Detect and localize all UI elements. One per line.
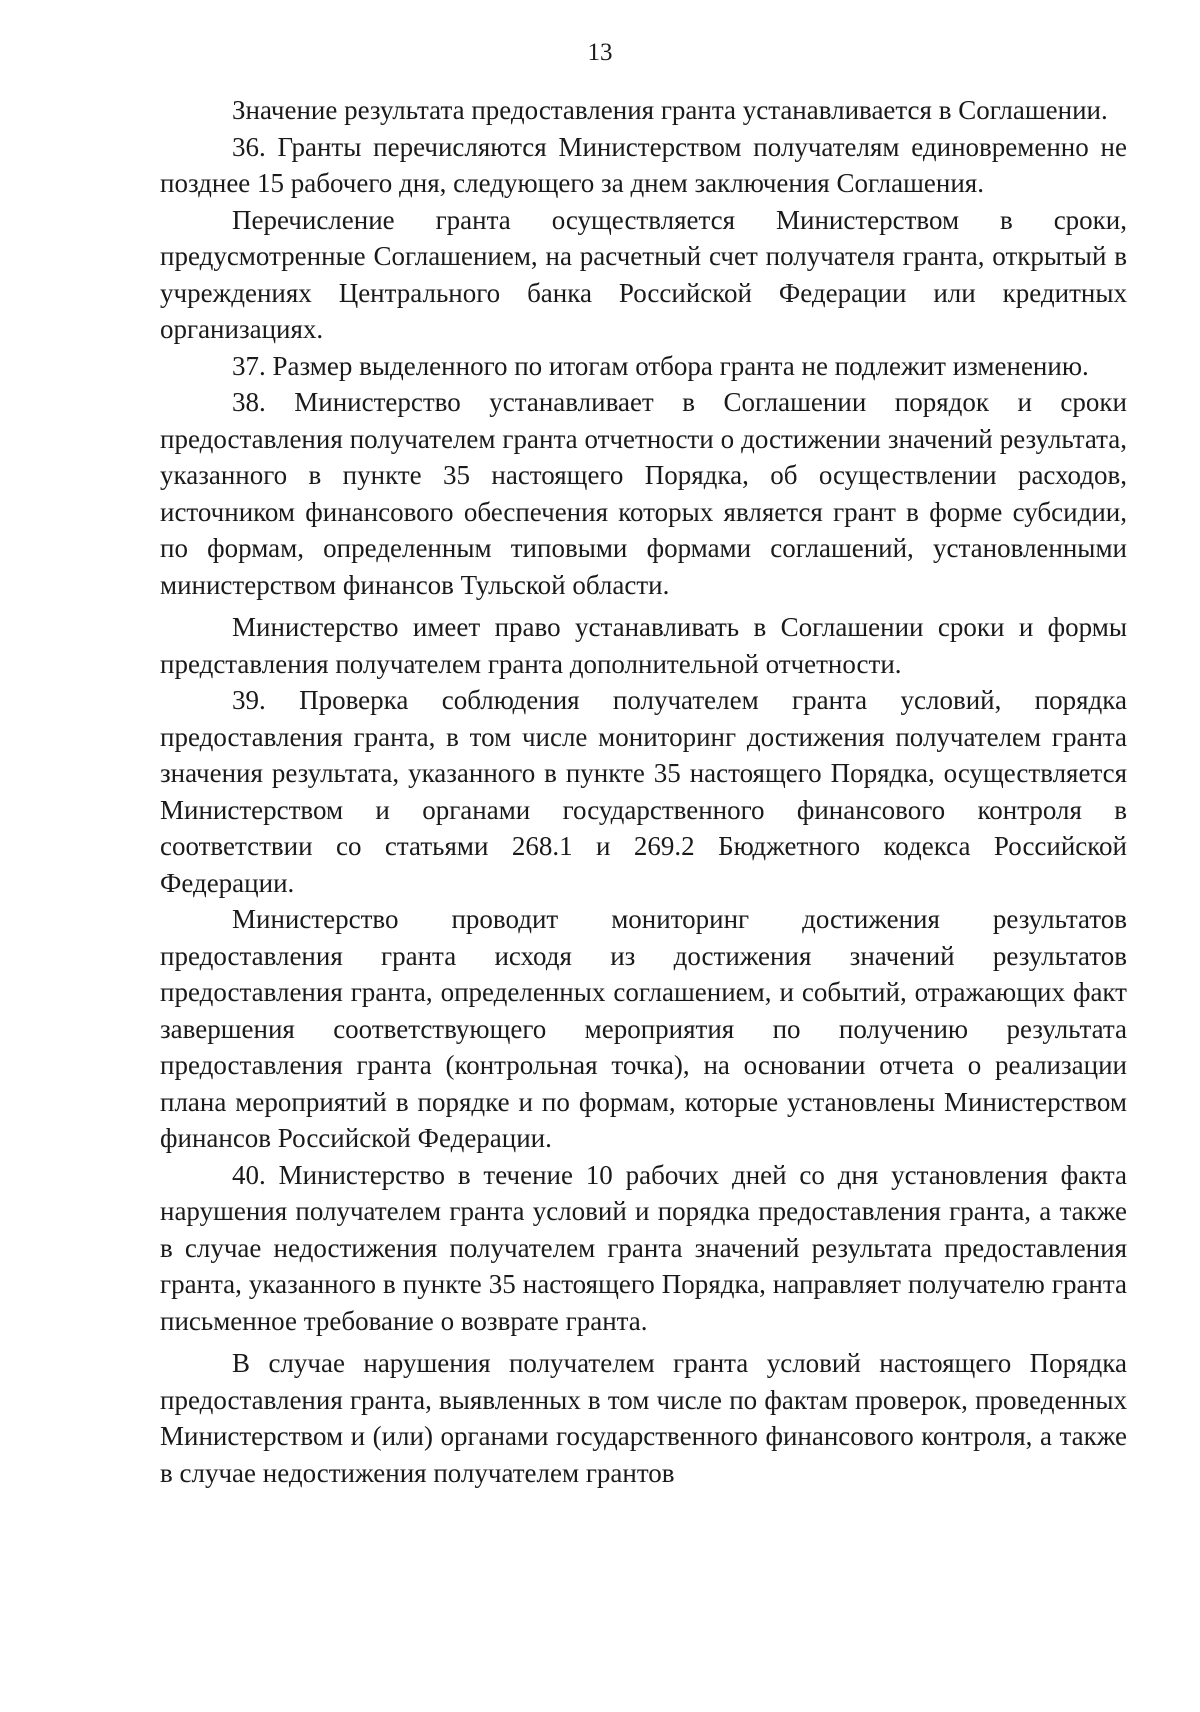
paragraph-40-violation: В случае нарушения получателем гранта условий настоящего Порядка предоставления гранта, выявленных в том числе по фактам проверок, проведенных Министерством и (или) органами государственного финансового контроля, а также в случае недостижения получателем грантов — [160, 1348, 1127, 1488]
document-body — [160, 92, 1127, 1491]
paragraph-40: 40. Министерство в течение 10 рабочих дней со дня установления факта нарушения получателем гранта условий и порядка предоставления гранта, а также в случае недостижения получателем гранта значений результата предоставления гранта, указанного в пункте 35 настоящего Порядка, направляет получателю гранта письменное требование о возврате гранта. — [160, 1159, 1127, 1336]
page-number: 13 — [587, 39, 613, 66]
paragraph-38: 38. Министерство устанавливает в Соглашении порядок и сроки предоставления получателем гранта отчетности о достижении значений результата, указанного в пункте 35 настоящего Порядка, об осуществлении расходов, источником финансового обеспечения которых является грант в форме субсидии, по формам, определенным типовыми формами соглашений, установленными министерством финансов Тульской области. — [160, 387, 1127, 600]
paragraph-39: 39. Проверка соблюдения получателем гранта условий, порядка предоставления гранта, в том числе мониторинг достижения получателем гранта значения результата, указанного в пункте 35 настоящего Порядка, осуществляется Министерством и органами государственного финансового контроля в соответствии со статьями 268.1 и 269.2 Бюджетного кодекса Российской Федерации. — [160, 685, 1127, 898]
paragraph-36-transfer: Перечисление гранта осуществляется Министерством в сроки, предусмотренные Соглашением, на расчетный счет получателя гранта, открытый в учреждениях Центрального банка Российской Федерации или кредитных организациях. — [160, 204, 1127, 344]
paragraph-36: 36. Гранты перечисляются Министерством получателям единовременно не позднее 15 рабочего дня, следующего за днем заключения Соглашения. — [160, 131, 1127, 198]
paragraph-39-monitoring: Министерство проводит мониторинг достижения результатов предоставления гранта исходя из достижения значений результатов предоставления гранта, определенных соглашением, и событий, отражающих факт завершения соответствующего мероприятия по получению результата предоставления гранта (контрольная точка), на основании отчета о реализации плана мероприятий в порядке и по формам, которые установлены Министерством финансов Российской Федерации. — [160, 904, 1127, 1153]
paragraph-37: 37. Размер выделенного по итогам отбора гранта не подлежит изменению. — [232, 350, 1089, 381]
paragraph-result-value: Значение результата предоставления гранта устанавливается в Соглашении. — [232, 95, 1108, 125]
paragraph-38-additional-reporting: Министерство имеет право устанавливать в Соглашении сроки и формы представления получателем гранта дополнительной отчетности. — [160, 612, 1127, 679]
